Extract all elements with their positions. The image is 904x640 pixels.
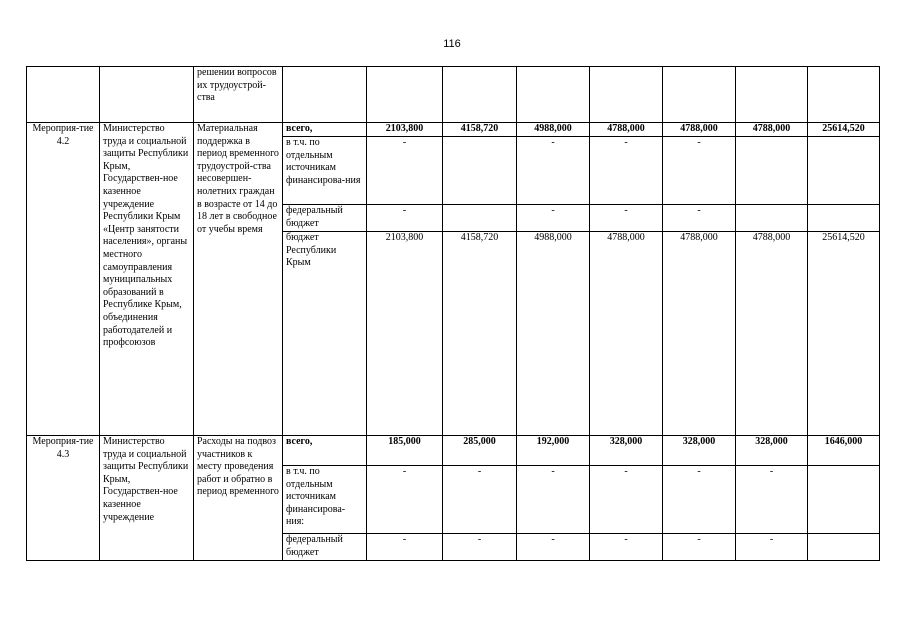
value-cell: 4158,720 [443, 232, 517, 436]
value-cell: - [443, 466, 517, 534]
value-cell: - [517, 205, 590, 232]
value-cell: - [590, 205, 663, 232]
value-cell: 2103,800 [367, 232, 443, 436]
value-cell: 4988,000 [517, 123, 590, 137]
value-cell: - [663, 534, 736, 561]
value-cell: 4788,000 [590, 232, 663, 436]
code-cell [27, 67, 100, 123]
value-cell: 25614,520 [808, 232, 880, 436]
value-cell: - [663, 205, 736, 232]
value-cell: - [736, 466, 808, 534]
source-cell [283, 67, 367, 123]
source-label-federal: федеральный бюджет [283, 534, 367, 561]
value-cell: - [590, 534, 663, 561]
value-cell [736, 137, 808, 205]
value-cell: - [367, 534, 443, 561]
value-cell: 1646,000 [808, 436, 880, 466]
value-cell: - [367, 466, 443, 534]
value-cell: 4158,720 [443, 123, 517, 137]
value-cell: - [517, 137, 590, 205]
value-cell: - [443, 534, 517, 561]
budget-table [26, 66, 880, 561]
value-cell: - [517, 466, 590, 534]
value-cell [808, 534, 880, 561]
m43-total-row [27, 436, 880, 466]
value-cell: - [663, 466, 736, 534]
value-cell: 328,000 [663, 436, 736, 466]
value-cell [736, 205, 808, 232]
source-label-total: всего, [283, 123, 367, 137]
source-label-federal: федеральный бюджет [283, 205, 367, 232]
source-label-republic: бюджет Республики Крым [283, 232, 367, 436]
value-cell: - [590, 466, 663, 534]
value-cell: 4988,000 [517, 232, 590, 436]
value-cell [443, 205, 517, 232]
source-label-total: всего, [283, 436, 367, 466]
value-cell: 285,000 [443, 436, 517, 466]
executor-cell [100, 67, 194, 123]
value-cell [808, 137, 880, 205]
measure-executor: Министерство труда и социальной защиты Республики Крым, Государствен-ное казенное учреждение [100, 436, 194, 561]
source-label-sources: в т.ч. по отдельным источникам финансирова-ния [283, 137, 367, 205]
value-cell: 2103,800 [367, 123, 443, 137]
value-cell: - [367, 205, 443, 232]
measure-code: Мероприя-тие 4.2 [27, 123, 100, 436]
value-cell: - [663, 137, 736, 205]
m42-total-row [27, 123, 880, 137]
measure-code: Мероприя-тие 4.3 [27, 436, 100, 561]
value-cell: 328,000 [736, 436, 808, 466]
value-cell: 4788,000 [663, 232, 736, 436]
source-label-sources: в т.ч. по отдельным источникам финансирова-ния: [283, 466, 367, 534]
value-cell: 192,000 [517, 436, 590, 466]
value-cell: - [367, 137, 443, 205]
value-cell: 4788,000 [663, 123, 736, 137]
value-cell: 4788,000 [736, 123, 808, 137]
measure-name: Расходы на подвоз участников к месту проведения работ и обратно в период временного [194, 436, 283, 561]
value-cell: - [517, 534, 590, 561]
value-cell: - [736, 534, 808, 561]
value-cell: 4788,000 [590, 123, 663, 137]
measure-executor: Министерство труда и социальной защиты Республики Крым, Государствен-ное казенное учреждение Республики Крым «Центр занятости населения», органы местного самоуправления муниципальных образований в Республике Крым, объединения работодателей и профсоюзов [100, 123, 194, 436]
value-cell: 4788,000 [736, 232, 808, 436]
value-cell [443, 137, 517, 205]
value-cell: 25614,520 [808, 123, 880, 137]
value-cell [808, 466, 880, 534]
value-cell [808, 205, 880, 232]
value-cell: - [590, 137, 663, 205]
page-number: 116 [443, 38, 461, 50]
measure-name-cell: решении вопросов их трудоустрой-ства [194, 67, 283, 123]
value-cell: 185,000 [367, 436, 443, 466]
measure-name: Материальная поддержка в период временного трудоустрой-ства несовершен-нолетних граждан в возрасте от 14 до 18 лет в свободное от учебы время [194, 123, 283, 436]
value-cell: 328,000 [590, 436, 663, 466]
continuation-row [27, 67, 880, 123]
